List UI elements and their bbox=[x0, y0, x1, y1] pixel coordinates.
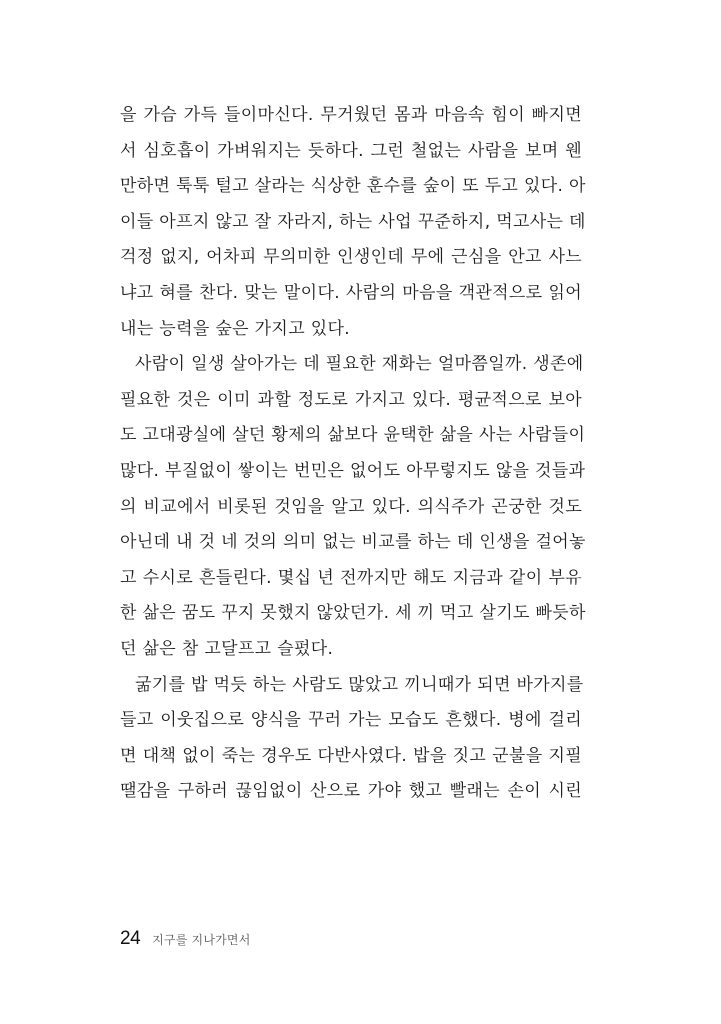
text-line: 고 수시로 흔들린다. 몇십 년 전까지만 해도 지금과 같이 부유 bbox=[120, 567, 582, 588]
text-line: 많다. 부질없이 쌓이는 번민은 없어도 아무렇지도 않을 것들과 bbox=[120, 460, 586, 481]
text-line: 을 가슴 가득 들이마신다. 무거웠던 몸과 마음속 힘이 빠지면 bbox=[120, 105, 582, 125]
text-line: 땔감을 구하러 끊임없이 산으로 가야 했고 빨래는 손이 시린 bbox=[120, 781, 582, 802]
text-line: 들고 이웃집으로 양식을 꾸러 가는 모습도 흔했다. 병에 걸리 bbox=[120, 710, 582, 731]
text-line: 도 고대광실에 살던 황제의 삶보다 윤택한 삶을 사는 사람들이 bbox=[120, 425, 586, 446]
text-line: 필요한 것은 이미 과할 정도로 가지고 있다. 평균적으로 보아 bbox=[120, 389, 582, 410]
text-line: 만하면 툭툭 털고 살라는 식상한 훈수를 숲이 또 두고 있다. 아 bbox=[120, 176, 586, 197]
body-text bbox=[120, 98, 586, 810]
text-line: 내는 능력을 숲은 가지고 있다. bbox=[120, 318, 351, 339]
page-footer bbox=[120, 928, 251, 950]
running-title: 지구를 지나가면서 bbox=[152, 933, 251, 947]
text-line: 걱정 없지, 어차피 무의미한 인생인데 무에 근심을 안고 사느 bbox=[120, 247, 582, 268]
text-line: 이들 아프지 않고 잘 자라지, 하는 사업 꾸준하지, 먹고사는 데 bbox=[120, 211, 586, 232]
text-line: 아닌데 내 것 네 것의 의미 없는 비교를 하는 데 인생을 걸어놓 bbox=[120, 532, 586, 553]
text-line: 던 삶은 참 고달프고 슬펐다. bbox=[120, 638, 334, 659]
page-number: 24 bbox=[120, 928, 141, 949]
text-line: 냐고 혀를 찬다. 맞는 말이다. 사람의 마음을 객관적으로 읽어 bbox=[120, 282, 582, 303]
text-line: 사람이 일생 살아가는 데 필요한 재화는 얼마쯤일까. 생존에 bbox=[135, 354, 584, 375]
text-line: 면 대책 없이 죽는 경우도 다반사였다. 밥을 짓고 군불을 지필 bbox=[120, 745, 582, 766]
text-line: 굶기를 밥 먹듯 하는 사람도 많았고 끼니때가 되면 바가지를 bbox=[135, 674, 584, 695]
text-line: 의 비교에서 비롯된 것임을 알고 있다. 의식주가 곤궁한 것도 bbox=[120, 496, 582, 517]
text-line: 한 삶은 꿈도 꾸지 못했지 않았던가. 세 끼 먹고 살기도 빠듯하 bbox=[120, 603, 586, 624]
text-line: 서 심호흡이 가벼워지는 듯하다. 그런 철없는 사람을 보며 웬 bbox=[120, 140, 582, 161]
